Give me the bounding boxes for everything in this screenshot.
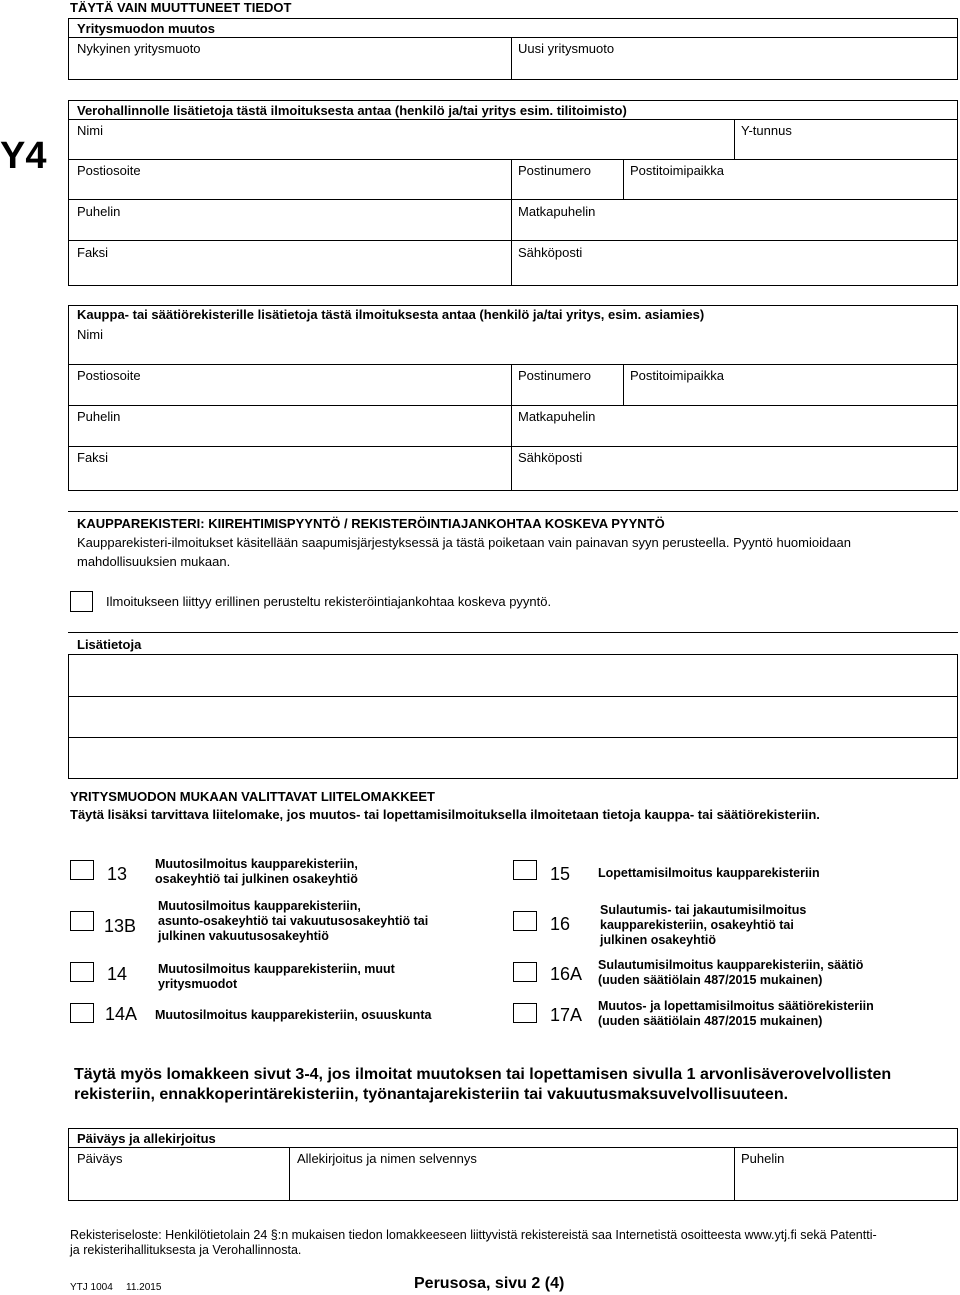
section-code: Y4 (0, 135, 47, 177)
signature-phone-field[interactable]: Puhelin (741, 1151, 785, 1166)
registry-address-field[interactable]: Postiosoite (77, 368, 141, 383)
form-16-code: 16 (550, 914, 571, 934)
registry-fax-field[interactable]: Faksi (77, 450, 109, 465)
urgent-request-label: Ilmoitukseen liittyy erillinen perusteltu rekisteröintiajankohtaa koskeva pyyntö. (106, 594, 552, 609)
form-date: 11.2015 (126, 1282, 162, 1293)
urgent-title: KAUPPAREKISTERI: KIIREHTIMISPYYNTÖ / REKISTERÖINTIAJANKOHTAA KOSKEVA PYYNTÖ (77, 516, 665, 531)
urgent-text-line1: Kaupparekisteri-ilmoitukset käsitellään saapumisjärjestyksessä ja tästä poiketaan vain painavan syyn perusteella. Pyyntö huomioidaan (77, 535, 851, 550)
signature-sign-field[interactable]: Allekirjoitus ja nimen selvennys (297, 1151, 477, 1166)
current-form-field[interactable]: Nykyinen yritysmuoto (77, 41, 201, 56)
form-16-checkbox[interactable] (513, 911, 537, 931)
form-id: YTJ 1004 (70, 1282, 113, 1293)
form-13b-label: Muutosilmoitus kaupparekisteriin, asunto-osakeyhtiö tai vakuutusosakeyhtiö tai julkinen vakuutusosakeyhtiö (158, 899, 429, 943)
tax-fax-field[interactable]: Faksi (77, 245, 109, 260)
attachments-subtitle: Täytä lisäksi tarvittava liitelomake, jos muutos- tai lopettamisilmoituksella ilmoitetaan tietoja kauppa- tai säätiörekisteriin. (70, 807, 820, 822)
form-14-code: 14 (107, 964, 128, 984)
additional-info-title: Lisätietoja (77, 637, 142, 652)
form-16a-code: 16A (550, 964, 583, 984)
tax-name-field[interactable]: Nimi (77, 123, 103, 138)
form-17a-label: Muutos- ja lopettamisilmoitus säätiörekisteriin (uuden säätiölain 487/2015 mukainen) (598, 999, 874, 1028)
signature-title: Päiväys ja allekirjoitus (77, 1131, 216, 1146)
tax-phone-field[interactable]: Puhelin (77, 204, 121, 219)
form-15-code: 15 (550, 864, 571, 884)
registry-email-field[interactable]: Sähköposti (518, 450, 583, 465)
form-14-label: Muutosilmoitus kaupparekisteriin, muut yritysmuodot (158, 962, 395, 991)
form-16a-label: Sulautumisilmoitus kaupparekisteriin, säätiö (uuden säätiölain 487/2015 mukainen) (598, 958, 864, 987)
tax-address-field[interactable]: Postiosoite (77, 163, 141, 178)
signature-date-field[interactable]: Päiväys (77, 1151, 123, 1166)
form-14-checkbox[interactable] (70, 962, 94, 982)
form-instruction: TÄYTÄ VAIN MUUTTUNEET TIEDOT (70, 0, 292, 15)
tax-contact-box (68, 100, 958, 286)
attachments-title: YRITYSMUODON MUKAAN VALITTAVAT LIITELOMAKKEET (70, 789, 435, 804)
tax-contact-title: Verohallinnolle lisätietoja tästä ilmoituksesta antaa (henkilö ja/tai yritys esim. tilitoimisto) (77, 103, 627, 118)
form-13-checkbox[interactable] (70, 860, 94, 880)
company-form-title: Yritysmuodon muutos (77, 21, 215, 36)
registry-contact-box (68, 305, 958, 491)
tax-email-field[interactable]: Sähköposti (518, 245, 583, 260)
urgent-request-checkbox[interactable] (70, 591, 93, 612)
notice-line1: Täytä myös lomakkeen sivut 3-4, jos ilmoitat muutoksen tai lopettamisen sivulla 1 arvonlisäverovelvollisten (74, 1066, 892, 1083)
form-15-label: Lopettamisilmoitus kaupparekisteriin (598, 866, 820, 880)
form-13-label: Muutosilmoitus kaupparekisteriin, osakeyhtiö tai julkinen osakeyhtiö (155, 857, 358, 886)
tax-mobile-field[interactable]: Matkapuhelin (518, 204, 596, 219)
form-13b-checkbox[interactable] (70, 911, 94, 931)
registry-contact-title: Kauppa- tai säätiörekisterille lisätietoja tästä ilmoituksesta antaa (henkilö ja/tai yritys, esim. asiamies) (77, 307, 705, 322)
notice-line2: rekisteriin, ennakkoperintärekisteriin, työnantajarekisteriin tai vakuutusmaksuvelvollisuuteen. (74, 1086, 789, 1103)
register-notice-line1: Rekisteriseloste: Henkilötietolain 24 §:n mukaisen tiedon lomakkeeseen liittyvistä rekistereistä saa Internetistä osoitteesta www.ytj.fi sekä Patentti- (70, 1228, 877, 1242)
page-number: Perusosa, sivu 2 (4) (414, 1275, 565, 1292)
form-16a-checkbox[interactable] (513, 962, 537, 982)
registry-postal-code-field[interactable]: Postinumero (518, 368, 591, 383)
registry-mobile-field[interactable]: Matkapuhelin (518, 409, 596, 424)
form-16-label: Sulautumis- tai jakautumisilmoitus kaupparekisteriin, osakeyhtiö tai julkinen osakeyhtiö (600, 903, 807, 947)
additional-info-area[interactable] (68, 654, 958, 779)
register-notice-line2: ja rekisterihallituksesta ja Verohallinnosta. (70, 1243, 302, 1257)
form-14a-code: 14A (105, 1004, 138, 1024)
form-14a-label: Muutosilmoitus kaupparekisteriin, osuuskunta (155, 1008, 432, 1022)
form-17a-checkbox[interactable] (513, 1003, 537, 1023)
tax-business-id-field[interactable]: Y-tunnus (741, 123, 792, 138)
registry-city-field[interactable]: Postitoimipaikka (630, 368, 724, 383)
form-14a-checkbox[interactable] (70, 1003, 94, 1023)
registry-phone-field[interactable]: Puhelin (77, 409, 121, 424)
form-13b-code: 13B (104, 916, 137, 936)
form-17a-code: 17A (550, 1005, 583, 1025)
registry-name-field[interactable]: Nimi (77, 327, 103, 342)
form-15-checkbox[interactable] (513, 860, 537, 880)
tax-city-field[interactable]: Postitoimipaikka (630, 163, 724, 178)
tax-postal-code-field[interactable]: Postinumero (518, 163, 591, 178)
form-13-code: 13 (107, 864, 128, 884)
urgent-text-line2: mahdollisuuksien mukaan. (77, 554, 231, 569)
new-form-field[interactable]: Uusi yritysmuoto (518, 41, 615, 56)
